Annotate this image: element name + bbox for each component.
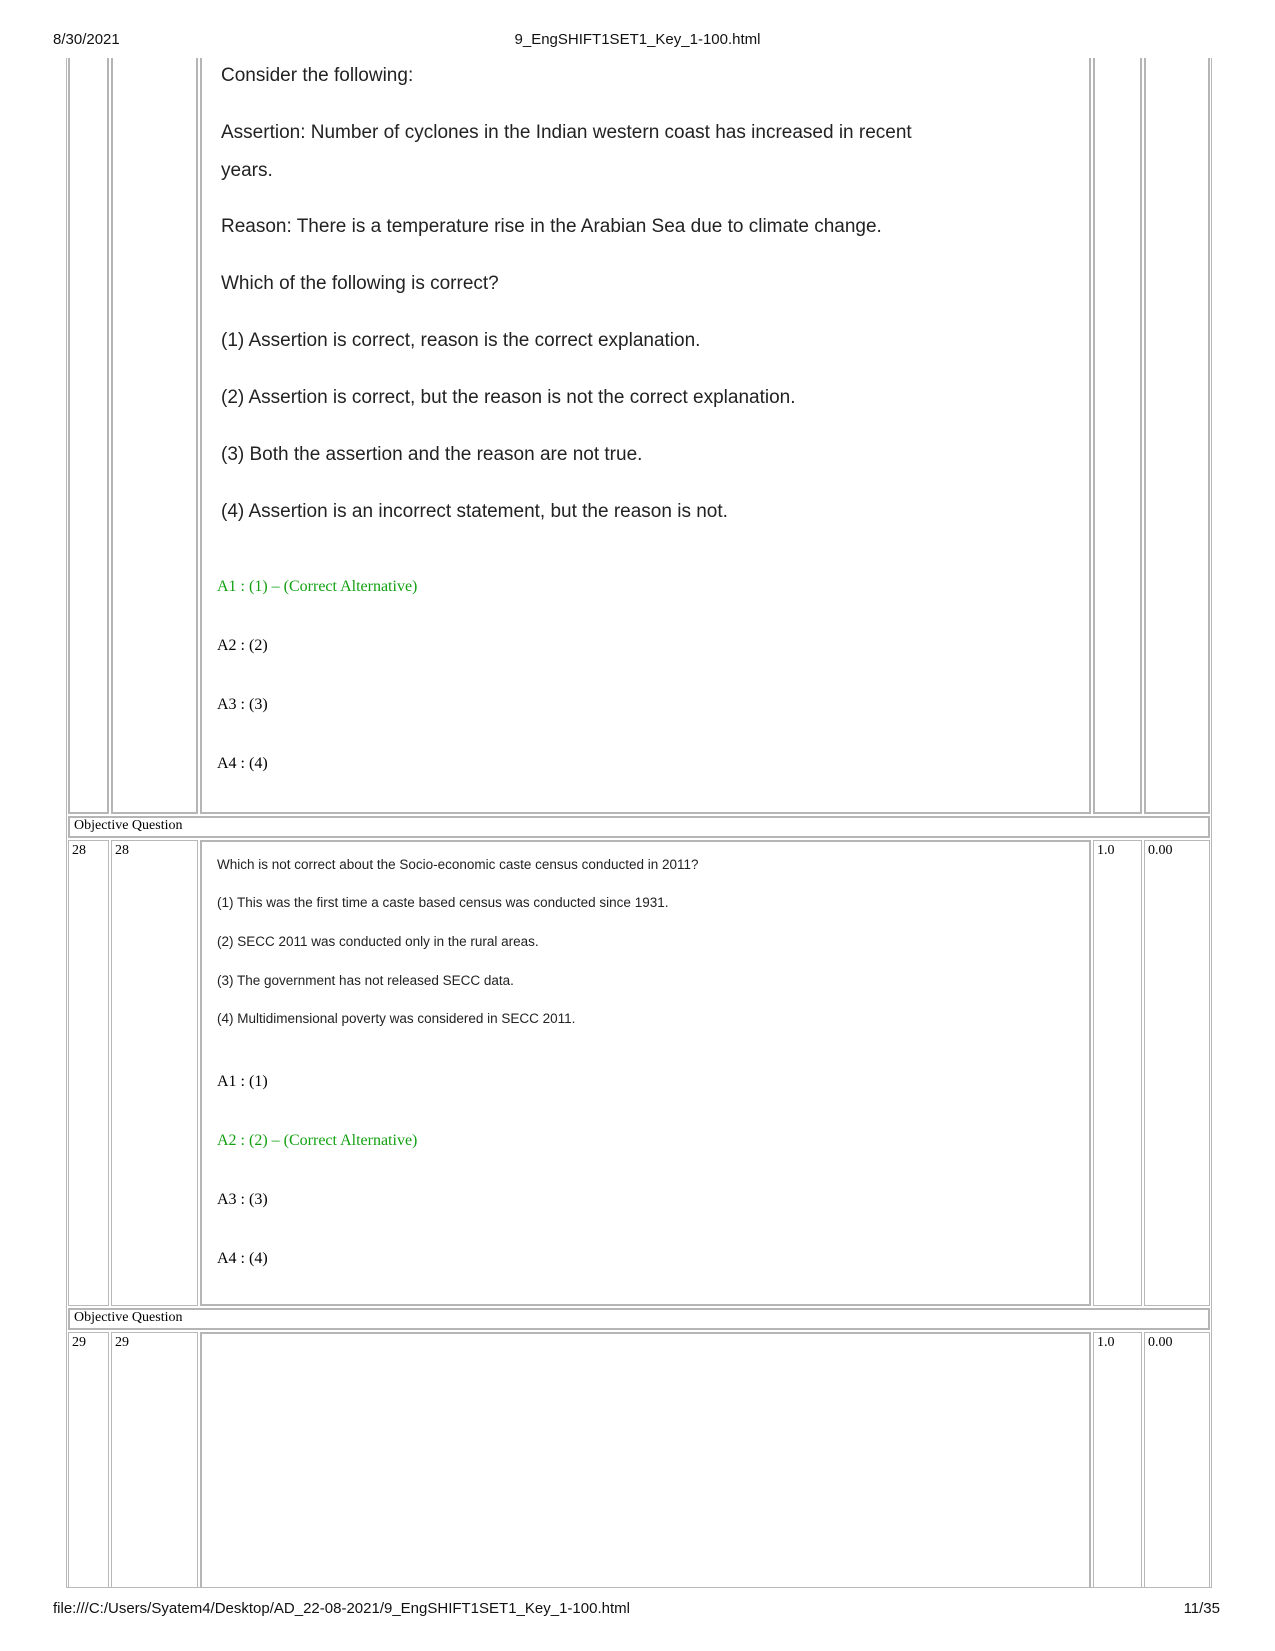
section-label: Objective Question	[74, 1310, 183, 1325]
q27-line-reason: Reason: There is a temperature rise in the Arabian Sea due to climate change.	[221, 216, 882, 237]
section-label-row	[68, 816, 1210, 838]
q28-option-2: (2) SECC 2011 was conducted only in the rural areas.	[217, 934, 539, 949]
marks-cell	[1093, 58, 1142, 814]
qid-cell	[111, 58, 198, 814]
negative-value: 0.00	[1148, 1335, 1173, 1350]
marks-value: 1.0	[1097, 1335, 1115, 1350]
marks-value: 1.0	[1097, 843, 1115, 858]
qid-value: 28	[115, 843, 129, 858]
q27-option-2: (2) Assertion is correct, but the reason is not the correct explanation.	[221, 387, 796, 408]
q28-option-3: (3) The government has not released SECC data.	[217, 973, 514, 988]
q28-option-4: (4) Multidimensional poverty was considered in SECC 2011.	[217, 1011, 576, 1026]
print-title: 9_EngSHIFT1SET1_Key_1-100.html	[514, 31, 761, 48]
section-label: Objective Question	[74, 818, 183, 833]
q27-answer-2: A2 : (2)	[217, 637, 268, 654]
q28-answer-4: A4 : (4)	[217, 1250, 268, 1267]
file-path: file:///C:/Users/Syatem4/Desktop/AD_22-08-2021/9_EngSHIFT1SET1_Key_1-100.html	[53, 1600, 630, 1617]
q27-line-intro: Consider the following:	[221, 65, 414, 86]
negative-cell	[1144, 1332, 1210, 1588]
sno-value: 29	[72, 1335, 86, 1350]
sno-value: 28	[72, 843, 86, 858]
qid-cell	[111, 840, 198, 1306]
section-label-row	[68, 1308, 1210, 1330]
q27-answer-1: A1 : (1) – (Correct Alternative)	[217, 578, 418, 595]
q27-option-4: (4) Assertion is an incorrect statement, but the reason is not.	[221, 501, 728, 522]
q27-line-question: Which of the following is correct?	[221, 273, 499, 294]
q28-line-question: Which is not correct about the Socio-economic caste census conducted in 2011?	[217, 857, 699, 872]
q28-option-1: (1) This was the first time a caste based census was conducted since 1931.	[217, 895, 669, 910]
marks-cell	[1093, 840, 1142, 1306]
q27-line-assertion: Assertion: Number of cyclones in the Indian western coast has increased in recent	[221, 122, 912, 143]
q27-option-1: (1) Assertion is correct, reason is the correct explanation.	[221, 330, 701, 351]
q27-line-assertion-cont: years.	[221, 160, 273, 181]
sno-cell	[68, 840, 109, 1306]
marks-cell	[1093, 1332, 1142, 1588]
question-cell	[200, 1332, 1091, 1588]
q27-option-3: (3) Both the assertion and the reason are not true.	[221, 444, 643, 465]
q27-answer-4: A4 : (4)	[217, 755, 268, 772]
page-number: 11/35	[1183, 1600, 1220, 1617]
q27-answer-3: A3 : (3)	[217, 696, 268, 713]
negative-cell	[1144, 58, 1210, 814]
negative-value: 0.00	[1148, 843, 1173, 858]
sno-cell	[68, 58, 109, 814]
q28-answer-3: A3 : (3)	[217, 1191, 268, 1208]
question-cell	[200, 58, 1091, 814]
sno-cell	[68, 1332, 109, 1588]
print-date: 8/30/2021	[53, 31, 120, 48]
negative-cell	[1144, 840, 1210, 1306]
q28-answer-2: A2 : (2) – (Correct Alternative)	[217, 1132, 418, 1149]
q28-answer-1: A1 : (1)	[217, 1073, 268, 1090]
qid-cell	[111, 1332, 198, 1588]
qid-value: 29	[115, 1335, 129, 1350]
